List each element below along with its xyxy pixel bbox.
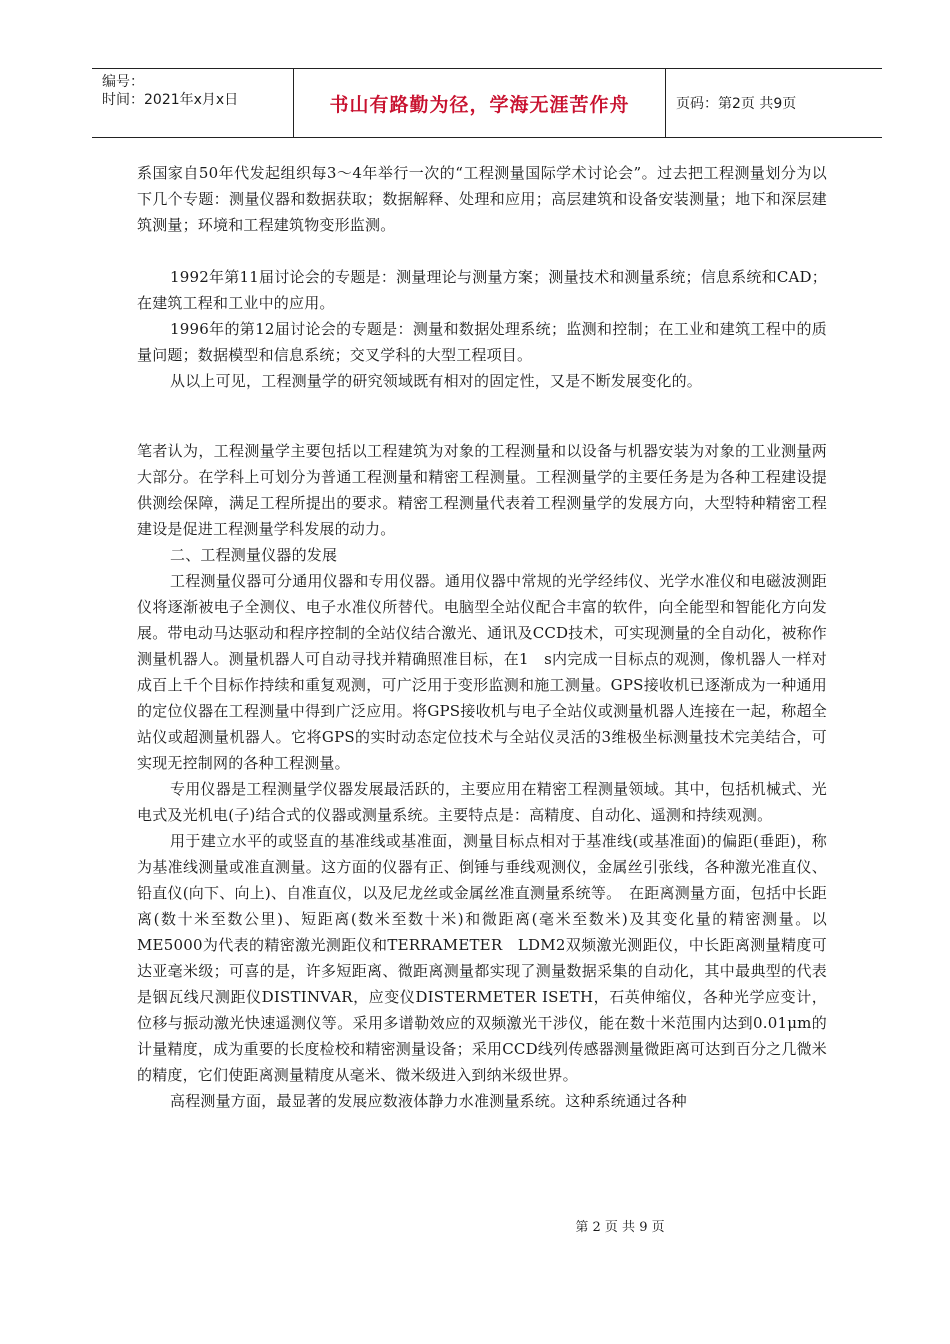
paragraph-5: 笔者认为，工程测量学主要包括以工程建筑为对象的工程测量和以设备与机器安装为对象的工业测量两大部分。在学科上可划分为普通工程测量和精密工程测量。工程测量学的主要任务是为各种工程建设提供测绘保障，满足工程所提出的要求。精密工程测量代表着工程测量学的发展方向，大型特种精密工程建设是促进工程测量学科发展的动力。 — [137, 442, 827, 538]
header-motto-cell — [294, 69, 666, 137]
page-code: 页码：第2页 共9页 — [676, 96, 797, 112]
header-page-code — [666, 69, 882, 137]
header-meta — [92, 69, 294, 137]
document-body — [137, 160, 827, 1114]
footer-page-number: 第 2 页 共 9 页 — [575, 1220, 665, 1235]
paragraph-1: 系国家自50年代发起组织每3～4年举行一次的“工程测量国际学术讨论会”。过去把工程测量划分为以下几个专题：测量仪器和数据获取；数据解释、处理和应用；高层建筑和设备安装测量；地下和深层建筑测量；环境和工程建筑物变形监测。 — [137, 164, 827, 234]
number-label: 编号： — [102, 74, 144, 90]
paragraph-7: 专用仪器是工程测量学仪器发展最活跃的，主要应用在精密工程测量领域。其中，包括机械式、光电式及光机电(子)结合式的仪器或测量系统。主要特点是：高精度、自动化、遥测和持续观测。 — [137, 780, 827, 824]
paragraph-3: 1996年的第12届讨论会的专题是：测量和数据处理系统；监测和控制；在工业和建筑工程中的质量问题；数据模型和信息系统；交叉学科的大型工程项目。 — [137, 320, 827, 364]
paragraph-8: 用于建立水平的或竖直的基准线或基准面，测量目标点相对于基准线(或基准面)的偏距(垂距)，称为基准线测量或准直测量。这方面的仪器有正、倒锤与垂线观测仪，金属丝引张线，各种激光准直仪、铅直仪(向下、向上)、自准直仪，以及尼龙丝或金属丝准直测量系统等。 在距离测量方面，包括中长距离(数十米至数公里)、短距离(数米至数十米)和微距离(毫米至数米)及其变化量的精密测量。以ME5000为代表的精密激光测距仪和TERRAMETER LDM2双频激光测距仪，中长距离测量精度可达亚毫米级；可喜的是，许多短距离、微距离测量都实现了测量数据采集的自动化，其中最典型的代表是铟瓦线尺测距仪DISTINVAR，应变仪DISTERMETER ISETH，石英伸缩仪，各种光学应变计，位移与振动激光快速遥测仪等。采用多谱勒效应的双频激光干涉仪，能在数十米范围内达到0.01μm的计量精度，成为重要的长度检校和精密测量设备；采用CCD线列传感器测量微距离可达到百分之几微米的精度，它们使距离测量精度从毫米、微米级进入到纳米级世界。 — [137, 832, 827, 1084]
paragraph-6: 工程测量仪器可分通用仪器和专用仪器。通用仪器中常规的光学经纬仪、光学水准仪和电磁波测距仪将逐渐被电子全测仪、电子水准仪所替代。电脑型全站仪配合丰富的软件，向全能型和智能化方向发展。带电动马达驱动和程序控制的全站仪结合激光、通讯及CCD技术，可实现测量的全自动化，被称作测量机器人。测量机器人可自动寻找并精确照准目标，在1 s内完成一目标点的观测，像机器人一样对成百上千个目标作持续和重复观测，可广泛用于变形监测和施工测量。GPS接收机已逐渐成为一种通用的定位仪器在工程测量中得到广泛应用。将GPS接收机与电子全站仪或测量机器人连接在一起，称超全站仪或超测量机器人。它将GPS的实时动态定位技术与全站仪灵活的3维极坐标测量技术完美结合，可实现无控制网的各种工程测量。 — [137, 572, 827, 772]
paragraph-9: 高程测量方面，最显著的发展应数液体静力水准测量系统。这种系统通过各种 — [170, 1092, 687, 1110]
page-footer — [0, 1216, 950, 1235]
page-header — [92, 68, 882, 138]
paragraph-2: 1992年第11届讨论会的专题是：测量理论与测量方案；测量技术和测量系统；信息系统和CAD；在建筑工程和工业中的应用。 — [137, 268, 827, 312]
paragraph-4: 从以上可见，工程测量学的研究领域既有相对的固定性，又是不断发展变化的。 — [170, 372, 703, 390]
time-label: 时间：2021年x月x日 — [102, 92, 239, 108]
motto: 书山有路勤为径，学海无涯苦作舟 — [329, 93, 630, 116]
section-heading: 二、工程测量仪器的发展 — [170, 546, 338, 564]
